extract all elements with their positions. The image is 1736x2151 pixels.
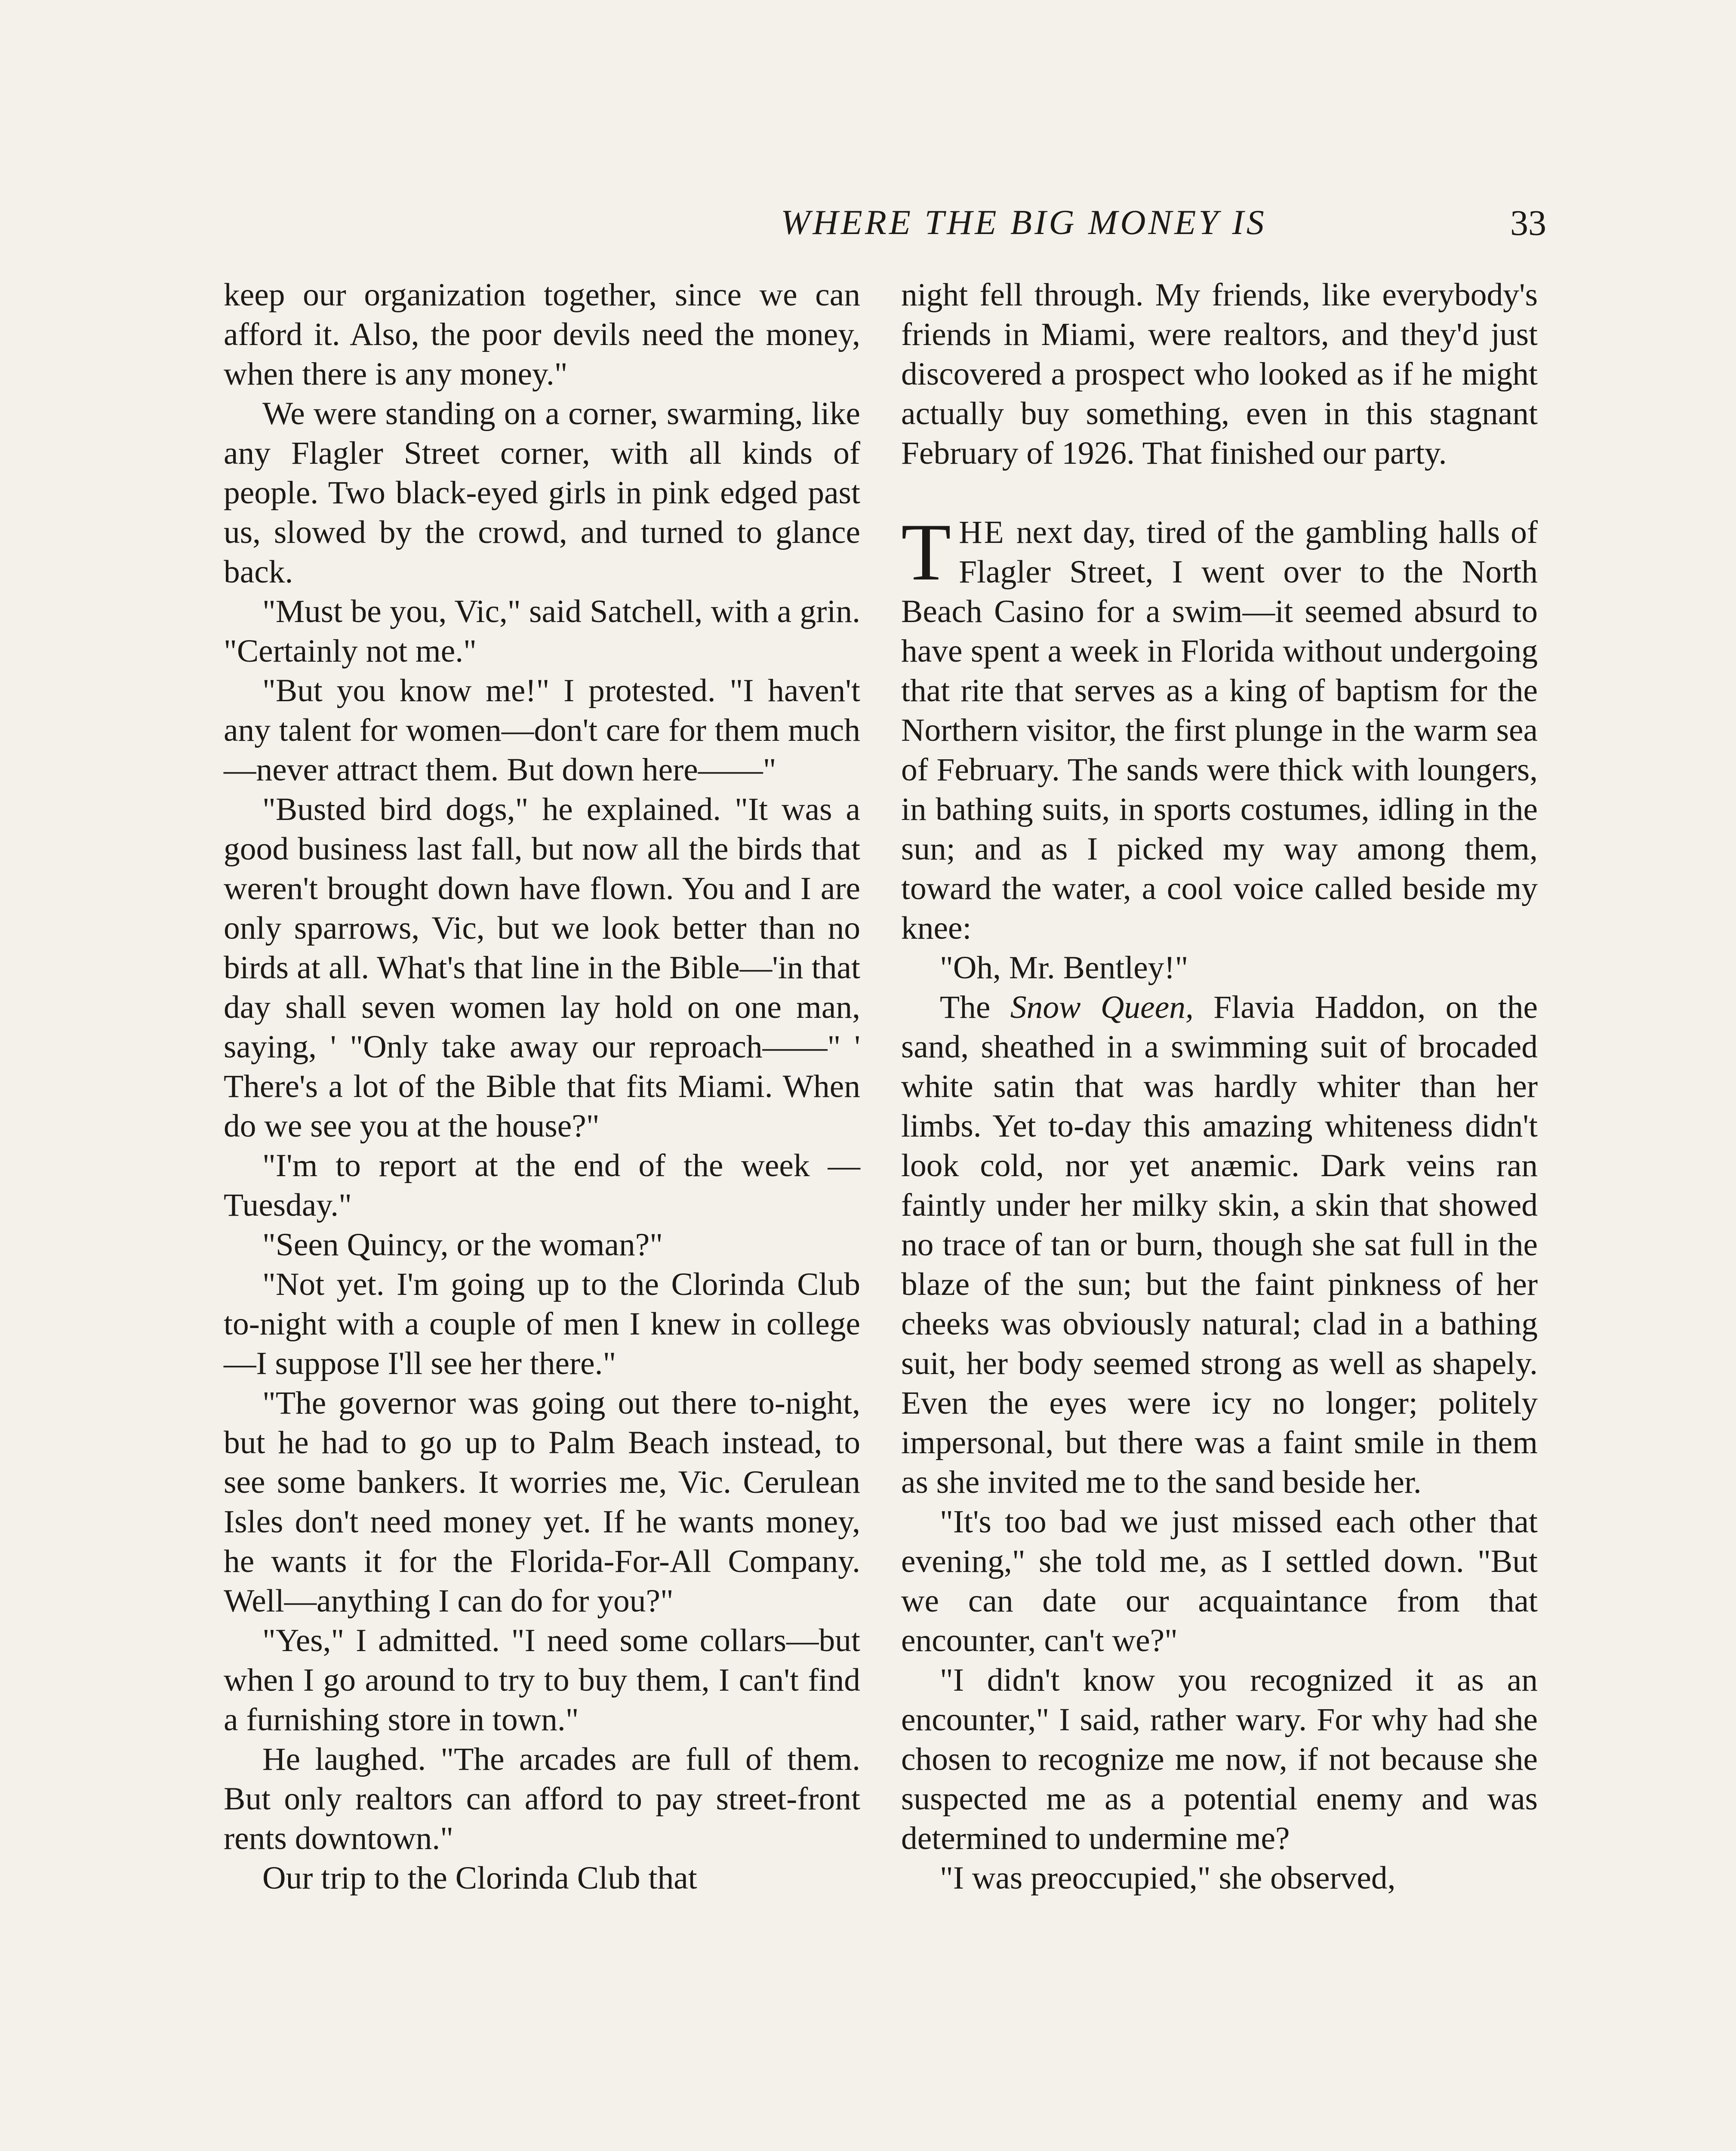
running-head: WHERE THE BIG MONEY IS <box>781 203 1267 242</box>
paragraph: "I didn't know you recognized it as an encounter," I said, rather wary. For why had she chosen to recognize me now, if not because she suspected me as a potential enemy and was determined to undermine me? <box>901 1662 1538 1856</box>
paragraph: He laughed. "The arcades are full of them. But only realtors can afford to pay street-front rents downtown." <box>224 1741 860 1856</box>
paragraph: "Not yet. I'm going up to the Clorinda Club to-night with a couple of men I knew in college—I suppose I'll see her there." <box>224 1267 860 1381</box>
small-caps-lead: HE <box>959 515 1006 550</box>
paragraph: night fell through. My friends, like everybody's friends in Miami, were realtors, and they'd just discovered a prospect who looked as if he might actually buy something, even in this stagnant February of 1926. That finished our party. <box>901 277 1538 471</box>
paragraph: "I'm to report at the end of the week —Tuesday." <box>224 1148 860 1223</box>
paragraph: Our trip to the Clorinda Club that <box>262 1860 697 1896</box>
paragraph: "I was preoccupied," she observed, <box>940 1860 1396 1896</box>
italic-title: Snow Queen, <box>1010 989 1194 1025</box>
snow-queen-lead: The <box>940 989 1010 1025</box>
paragraph: keep our organization together, since we can afford it. Also, the poor devils need the money, when there is any money." <box>224 277 860 392</box>
paragraph: "Busted bird dogs," he explained. "It was a good business last fall, but now all the birds that weren't brought down have flown. You and I are only sparrows, Vic, but we look better than no birds at all. What's that line in the Bible—'in that day shall seven women lay hold on one man, saying, ' "Only take away our reproach——" ' There's a lot of the Bible that fits Miami. When do we see you at the house?" <box>224 792 860 1144</box>
paragraph: "The governor was going out there to-night, but he had to go up to Palm Beach instead, to see some bankers. It worries me, Vic. Cerulean Isles don't need money yet. If he wants money, he wants it for the Florida-For-All Company. Well—anything I can do for you?" <box>224 1385 860 1619</box>
paragraph: We were standing on a corner, swarming, like any Flagler Street corner, with all kinds of people. Two black-eyed girls in pink edged past us, slowed by the crowd, and turned to glance back. <box>224 396 860 590</box>
right-column <box>901 275 1538 1898</box>
paragraph: "Must be you, Vic," said Satchell, with a grin. "Certainly not me." <box>224 594 860 669</box>
left-column <box>224 275 860 1898</box>
paragraph <box>901 988 1538 1502</box>
section-opening-text: next day, tired of the gambling halls of Flagler Street, I went over to the North Beach Casino for a swim—it seemed absurd to have spent a week in Florida without undergoing that rite that serves as a king of baptism for the Northern visitor, the first plunge in the warm sea of February. The sands were thick with loungers, in bathing suits, in sports costumes, idling in the sun; and as I picked my way among them, toward the water, a cool voice called beside my knee: <box>901 515 1538 946</box>
paragraph: "Yes," I admitted. "I need some collars—but when I go around to try to buy them, I can't find a furnishing store in town." <box>224 1623 860 1738</box>
paragraph: "Seen Quincy, or the woman?" <box>262 1227 663 1263</box>
page-number: 33 <box>1510 203 1546 243</box>
section-opening-paragraph <box>901 507 1538 948</box>
snow-queen-text: Flavia Haddon, on the sand, sheathed in a swimming suit of brocaded white satin that was hardly whiter than her limbs. Yet to-day this amazing whiteness didn't look cold, nor yet anæmic. Dark veins ran faintly under her milky skin, a skin that showed no trace of tan or burn, though she sat full in the blaze of the sun; but the faint pinkness of her cheeks was obviously natural; clad in a bathing suit, her body seemed strong as well as shapely. Even the eyes were icy no longer; politely impersonal, but there was a faint smile in them as she invited me to the sand beside her. <box>901 989 1538 1500</box>
drop-cap: T <box>901 507 951 598</box>
paragraph: "It's too bad we just missed each other that evening," she told me, as I settled down. "But we can date our acquaintance from that encounter, can't we?" <box>901 1504 1538 1658</box>
paragraph: "Oh, Mr. Bentley!" <box>940 950 1188 986</box>
paragraph: "But you know me!" I protested. "I haven't any talent for women—don't care for them much—never attract them. But down here——" <box>224 673 860 788</box>
